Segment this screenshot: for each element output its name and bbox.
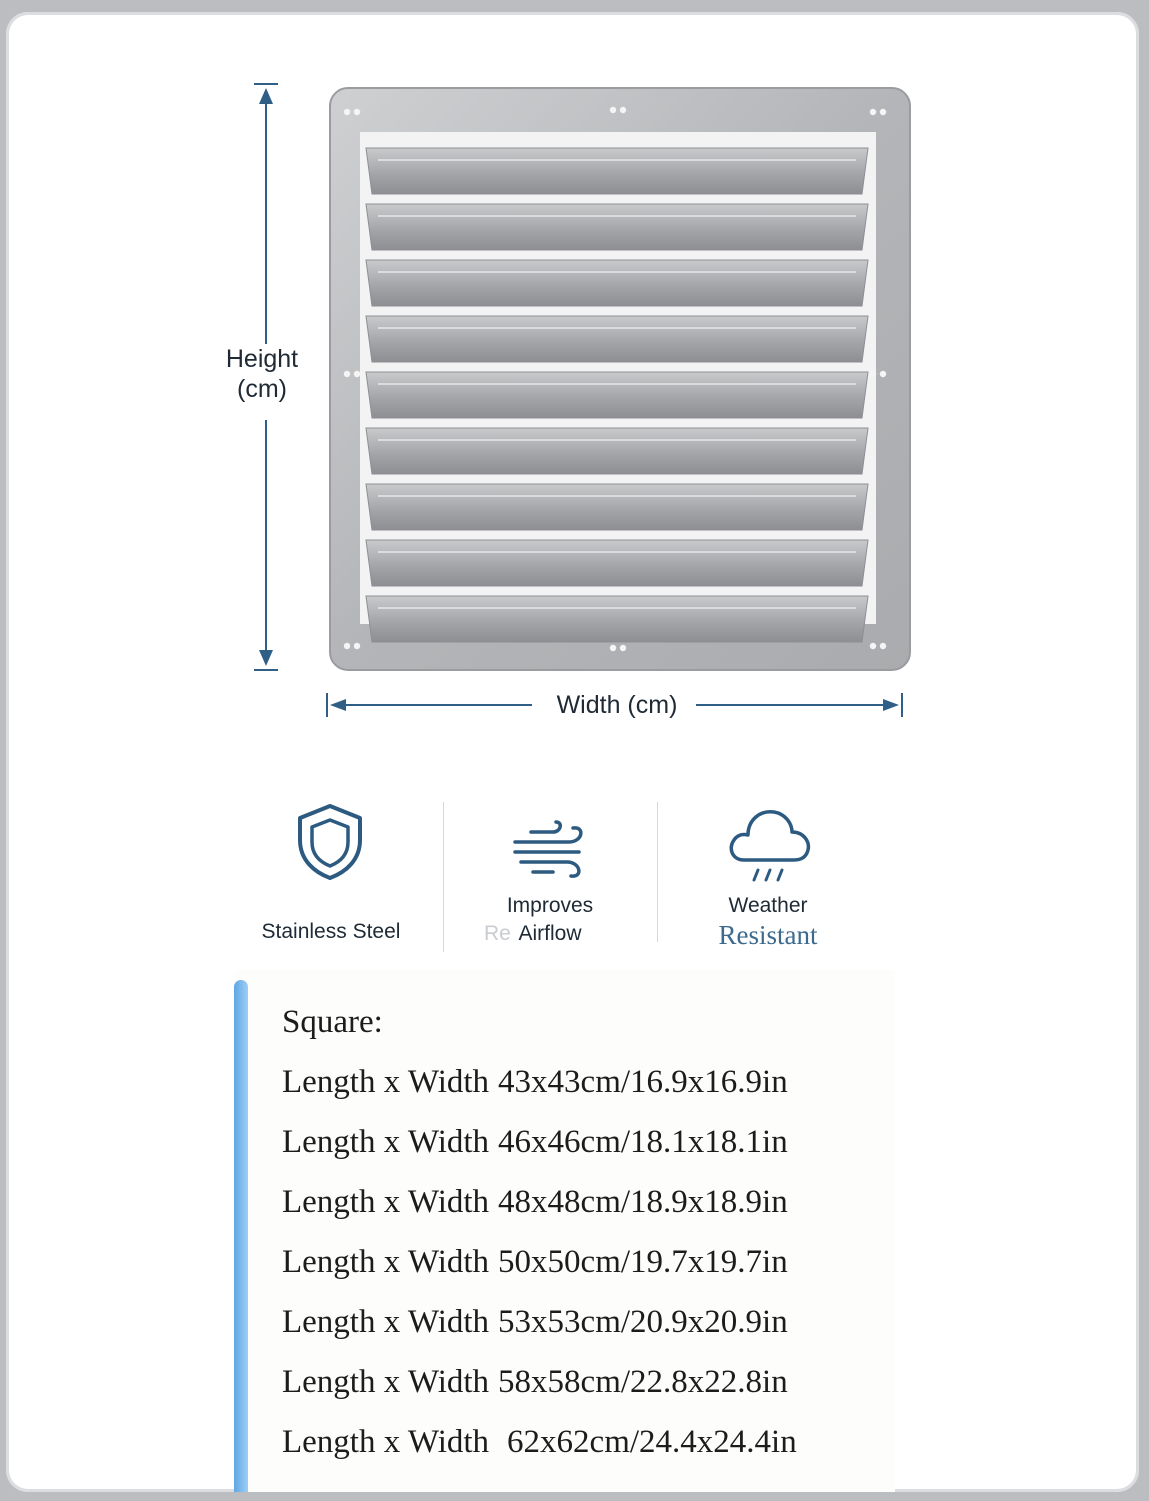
screw-hole: [344, 371, 350, 377]
spec-row-prefix: Length x Width: [282, 1064, 490, 1100]
screw-hole: [880, 371, 886, 377]
accent-bar: [234, 980, 248, 1492]
spec-row-prefix: Length x Width: [282, 1244, 490, 1280]
spec-row: [282, 1242, 788, 1282]
screw-hole: [354, 109, 360, 115]
spec-row-size: 53x53cm/20.9x20.9in: [498, 1304, 788, 1340]
spec-row: [282, 1062, 788, 1102]
spec-row-prefix: Length x Width: [282, 1304, 490, 1340]
screw-hole: [870, 109, 876, 115]
size-spec-panel: [235, 970, 895, 1492]
spec-row-prefix: Length x Width: [282, 1184, 490, 1220]
vent-slat: [366, 204, 868, 250]
spec-row: [282, 1182, 788, 1222]
feature-stainless-steel: Stainless Steel: [261, 920, 401, 943]
spec-row-size: 43x43cm/16.9x16.9in: [498, 1064, 788, 1100]
screw-hole: [344, 643, 350, 649]
screw-hole: [610, 107, 616, 113]
screw-hole: [620, 645, 626, 651]
spec-row-size: 48x48cm/18.9x18.9in: [498, 1184, 788, 1220]
screw-hole: [880, 643, 886, 649]
screw-hole: [620, 107, 626, 113]
spec-row: [282, 1422, 797, 1462]
vent-slat: [366, 484, 868, 530]
spec-row-prefix: Length x Width: [282, 1364, 490, 1400]
screw-hole: [870, 371, 876, 377]
feature-weather-resistant: Weather Resistant: [718, 894, 818, 950]
width-label: Width (cm): [556, 691, 678, 719]
feature-improves-airflow: Improves Re Airflow: [476, 892, 624, 948]
vent-slat: [366, 260, 868, 306]
spec-row: [282, 1302, 788, 1342]
vent-slat: [366, 540, 868, 586]
vent-slat: [366, 372, 868, 418]
feature-divider: [657, 802, 658, 942]
spec-row-size: 46x46cm/18.1x18.1in: [498, 1124, 788, 1160]
vent-slat: [366, 316, 868, 362]
screw-hole: [354, 643, 360, 649]
screw-hole: [344, 109, 350, 115]
spec-row-size: 50x50cm/19.7x19.7in: [498, 1244, 788, 1280]
screw-hole: [610, 645, 616, 651]
wind-icon: [509, 820, 595, 882]
height-label: Height (cm): [225, 345, 299, 403]
screw-hole: [880, 109, 886, 115]
screw-hole: [354, 371, 360, 377]
shield-icon: [294, 802, 366, 882]
product-card: [6, 12, 1139, 1492]
spec-row-prefix: Length x Width: [282, 1124, 490, 1160]
ghost-text: Re: [484, 922, 511, 945]
vent-slat: [366, 148, 868, 194]
feature-divider: [443, 802, 444, 952]
spec-row-prefix: Length x Width: [282, 1424, 490, 1460]
spec-row-size: 62x62cm/24.4x24.4in: [507, 1424, 797, 1460]
spec-row: [282, 1122, 788, 1162]
spec-row: [282, 1362, 788, 1402]
vent-slat: [366, 596, 868, 642]
spec-row-size: 58x58cm/22.8x22.8in: [498, 1364, 788, 1400]
vent-slat: [366, 428, 868, 474]
louvered-vent-image: [6, 12, 1139, 772]
screw-hole: [870, 643, 876, 649]
spec-heading: Square:: [282, 1004, 383, 1040]
cloud-rain-icon: [724, 804, 814, 886]
